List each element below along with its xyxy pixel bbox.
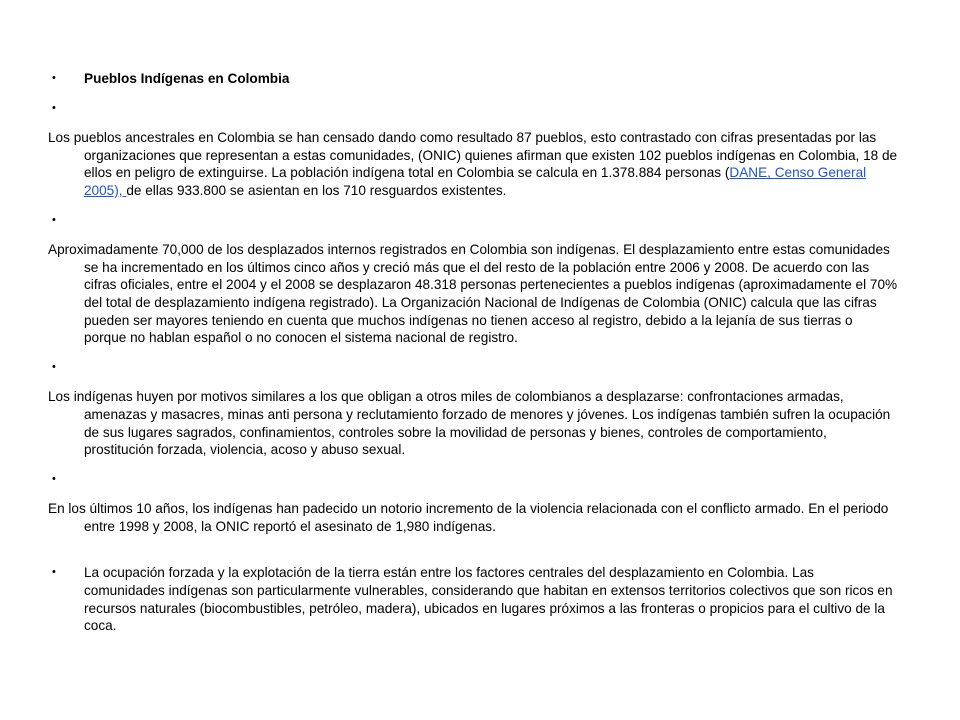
paragraph-displacement: Aproximadamente 70,000 de los desplazados internos registrados en Colombia son indígenas. El desplazamiento entre estas comunidades se ha incrementado en los últimos cinco años y creció más que el del resto de la población entre 2006 y 2008. De acuerdo con las cifras oficiales, entre el 2004 y el 2008 se desplazaron 48.318 personas pertenecientes a pueblos indígenas (aproximadamente el 70% del total de desplazamiento indígena registrado). La Organización Nacional de Indígenas de Colombia (ONIC) calcula que las cifras pueden ser mayores teniendo en cuenta que muchos indígenas no tienen acceso al registro, debido a la lejanía de sus tierras o porque no hablan español o no conocen el sistema nacional de registro. [48, 242, 898, 346]
bullet-icon: • [52, 101, 56, 114]
empty-bullet-item [48, 359, 898, 377]
paragraph-land: La ocupación forzada y la explotación de la tierra están entre los factores centrales del desplazamiento en Colombia. Las comunidades indígenas son particularmente vulnerables, considerando que habitan en extensos territorios colectivos que son ricos en recursos naturales (biocombustibles, petróleo, madera), ubicados en lugares próximos a las fronteras o propicios para el cultivo de la coca. [84, 565, 893, 634]
bullet-icon: • [52, 566, 56, 579]
paragraph-population-text-end: de ellas 933.800 se asientan en los 710 resguardos existentes. [126, 182, 507, 198]
bullet-icon: • [52, 213, 56, 226]
empty-bullet-item [48, 212, 898, 230]
slide-content [48, 70, 898, 635]
bullet-icon: • [52, 472, 56, 485]
bullet-icon: • [52, 72, 56, 84]
empty-bullet-item [48, 100, 898, 118]
paragraph-motives: Los indígenas huyen por motivos similares a los que obligan a otros miles de colombianos a desplazarse: confrontaciones armadas, amenazas y masacres, minas anti persona y reclutamiento forzado de menores y jóvenes. Los indígenas también sufren la ocupación de sus lugares sagrados, confinamientos, controles sobre la movilidad de personas y bienes, controles de comportamiento, prostitución forzada, violencia, acoso y abuso sexual. [48, 389, 891, 458]
empty-bullet-item [48, 471, 898, 489]
paragraph-population-text: Los pueblos ancestrales en Colombia se han censado dando como resultado 87 pueblos, esto contrastado con cifras presentadas por las organizaciones que representan a estas comunidades, (ONIC) quienes afirman que existen 102 pueblos indígenas en Colombia, 18 de ellos en peligro de extinguirse. La población indígena total en Colombia se calcula en 1.378.884 personas ( [48, 130, 898, 181]
title-bullet-item [48, 70, 898, 88]
land-bullet-item [48, 564, 898, 634]
paragraph-population [48, 129, 898, 199]
paragraph-violence: En los últimos 10 años, los indígenas han padecido un notorio incremento de la violencia relacionada con el conflicto armado. En el periodo entre 1998 y 2008, la ONIC reportó el asesinato de 1,980 indígenas. [48, 501, 889, 534]
slide-title: Pueblos Indígenas en Colombia [84, 71, 290, 86]
bullet-icon: • [52, 360, 56, 373]
dane-census-link[interactable]: DANE, Censo General 2005), [84, 165, 867, 198]
